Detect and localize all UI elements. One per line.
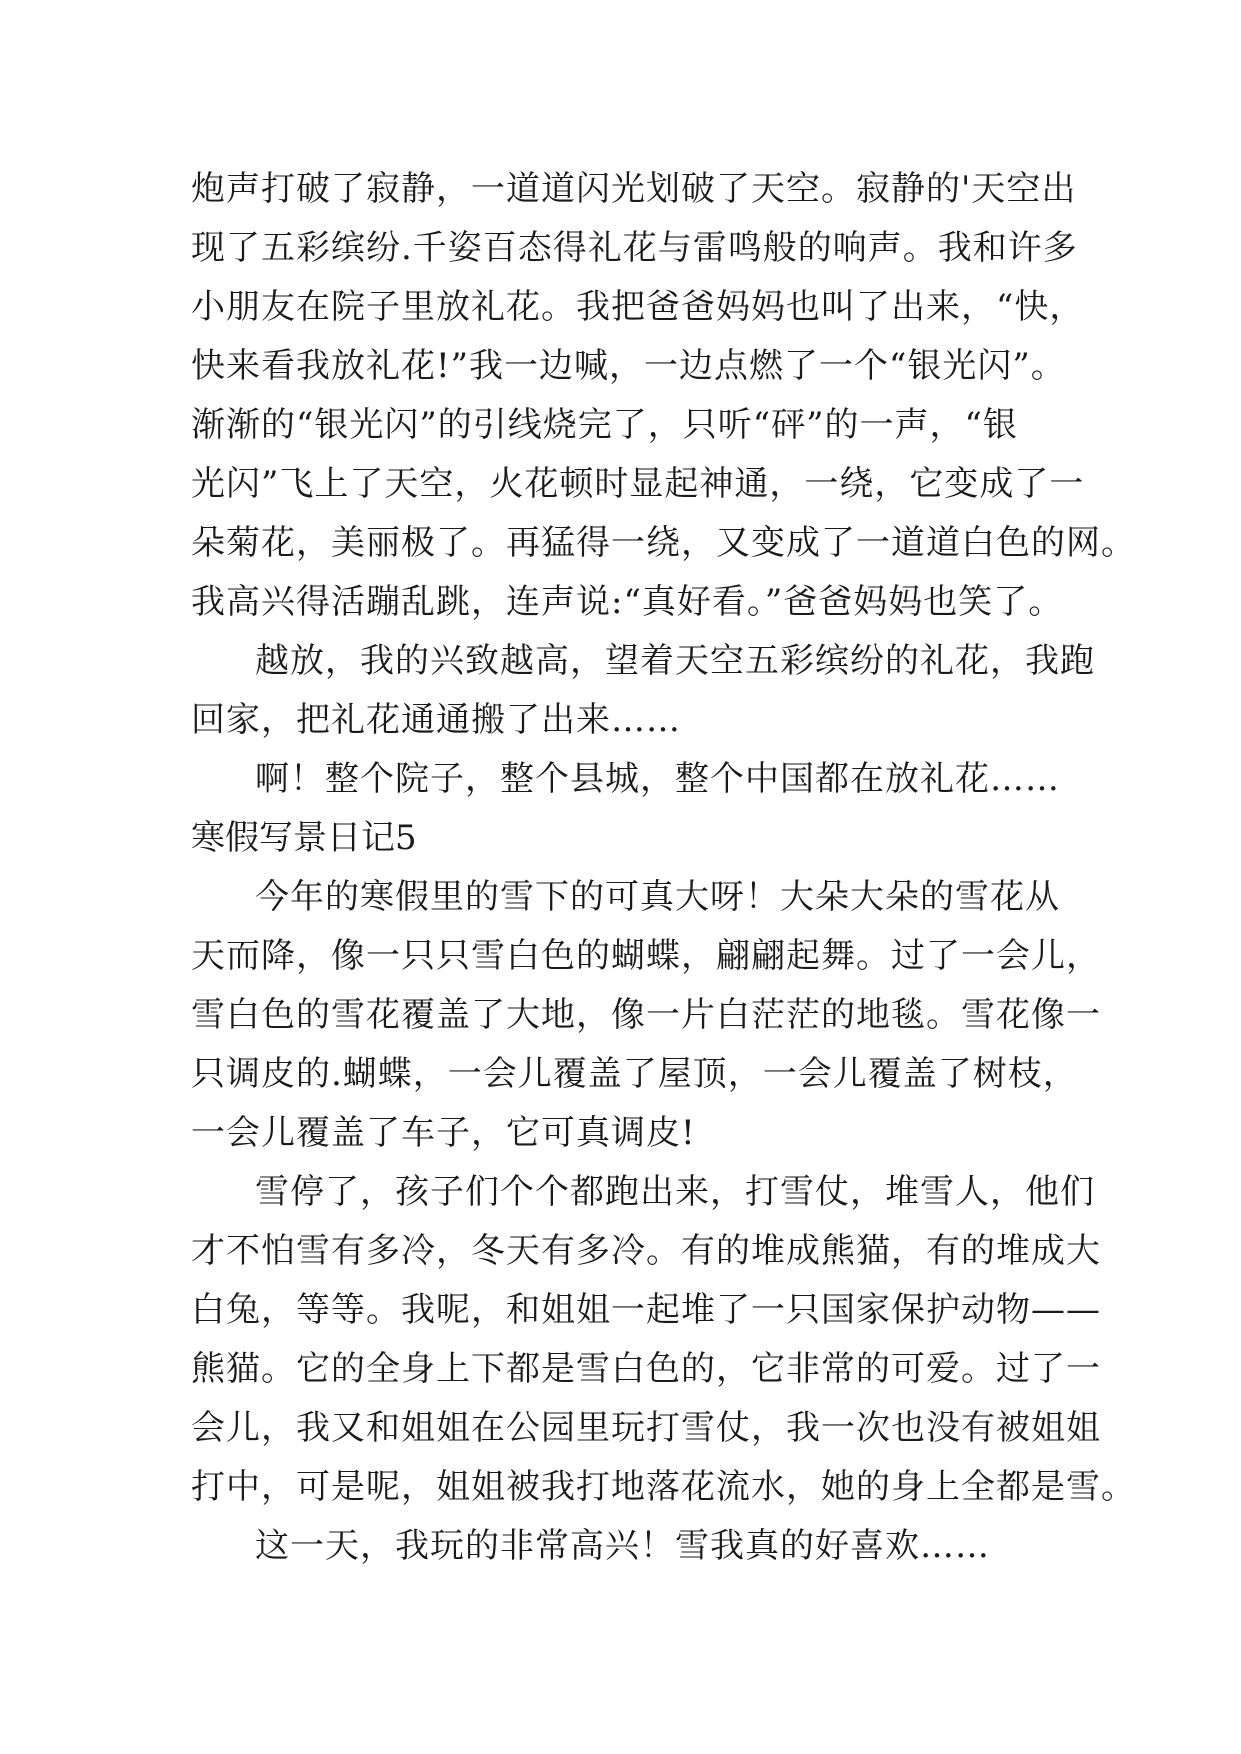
text-line: 啊！整个院子，整个县城，整个中国都在放礼花…… [255, 759, 1060, 799]
text-line: 这一天，我玩的非常高兴！雪我真的好喜欢…… [255, 1526, 990, 1566]
text-line: 我高兴得活蹦乱跳，连声说:“真好看。”爸爸妈妈也笑了。 [191, 582, 1064, 622]
text-line: 朵菊花，美丽极了。再猛得一绕，又变成了一道道白色的网。 [191, 523, 1136, 563]
text-line: 快来看我放礼花!”我一边喊，一边点燃了一个“银光闪”。 [191, 346, 1066, 386]
text-line: 回家，把礼花通通搬了出来…… [191, 700, 681, 740]
text-line: 雪停了，孩子们个个都跑出来，打雪仗，堆雪人，他们 [255, 1172, 1095, 1212]
text-line: 一会儿覆盖了车子，它可真调皮! [191, 1113, 696, 1153]
text-line: 渐渐的“银光闪”的引线烧完了，只听“砰”的一声，“银 [191, 405, 1018, 445]
text-line: 会儿，我又和姐姐在公园里玩打雪仗，我一次也没有被姐姐 [191, 1408, 1101, 1448]
document-page [191, 160, 1136, 1576]
text-line: 只调皮的.蝴蝶，一会儿覆盖了屋顶，一会儿覆盖了树枝， [191, 1054, 1078, 1094]
text-line: 炮声打破了寂静，一道道闪光划破了天空。寂静的'天空出 [191, 169, 1077, 209]
text-line: 才不怕雪有多冷，冬天有多冷。有的堆成熊猫，有的堆成大 [191, 1231, 1101, 1271]
text-line: 现了五彩缤纷.千姿百态得礼花与雷鸣般的响声。我和许多 [191, 228, 1078, 268]
section-heading: 寒假写景日记5 [191, 818, 417, 858]
text-line: 熊猫。它的全身上下都是雪白色的，它非常的可爱。过了一 [191, 1349, 1101, 1389]
text-line: 打中，可是呢，姐姐被我打地落花流水，她的身上全都是雪。 [191, 1467, 1136, 1507]
text-line: 光闪”飞上了天空，火花顿时显起神通，一绕，它变成了一 [191, 464, 1085, 504]
text-line: 天而降，像一只只雪白色的蝴蝶，翩翩起舞。过了一会儿， [191, 936, 1101, 976]
text-line: 雪白色的雪花覆盖了大地，像一片白茫茫的地毯。雪花像一 [191, 995, 1101, 1035]
text-line: 越放，我的兴致越高，望着天空五彩缤纷的礼花，我跑 [255, 641, 1095, 681]
text-line: 小朋友在院子里放礼花。我把爸爸妈妈也叫了出来，“快， [191, 287, 1085, 327]
text-line: 今年的寒假里的雪下的可真大呀！大朵大朵的雪花从 [255, 877, 1060, 917]
text-line: 白兔，等等。我呢，和姐姐一起堆了一只国家保护动物—— [191, 1290, 1101, 1330]
